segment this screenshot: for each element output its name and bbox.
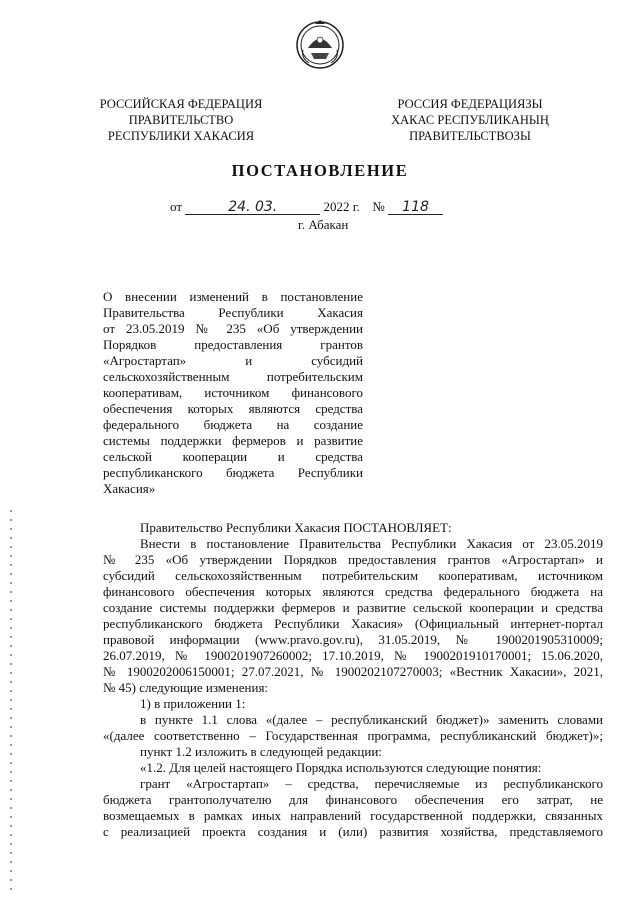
- subject-line: сельской кооперации и средства: [103, 449, 363, 464]
- body-line: субсидий сельскохозяйственным потребительским кооперативам, источником: [103, 568, 603, 583]
- subject-line: кооперативам, источником финансового: [103, 385, 363, 400]
- body-line: в пункте 1.1 слова «(далее – республиканский бюджет)» заменить словами: [140, 712, 603, 727]
- date-number-line: [170, 199, 443, 215]
- number-sign: №: [372, 199, 385, 214]
- header-left-block: [86, 96, 276, 144]
- body-line: пункт 1.2 изложить в следующей редакции:: [140, 744, 382, 759]
- body-line: 1) в приложении 1:: [140, 696, 246, 711]
- header-right-line: ХАКАС РЕСПУБЛИКАНЫҢ: [391, 113, 549, 127]
- body-line: Правительство Республики Хакасия ПОСТАНОВЛЯЕТ:: [140, 520, 452, 535]
- body-line: № 45) следующие изменения:: [103, 680, 269, 695]
- body-line: «(далее соответственно – Государственная программа, республиканский бюджет)»;: [103, 728, 603, 743]
- body-line: с реализацией проекта создания и (или) развития хозяйства, представляемого: [103, 824, 603, 839]
- subject-line: сельскохозяйственным потребительским: [103, 369, 363, 384]
- handwritten-number: 118: [388, 199, 443, 215]
- date-prefix: от: [170, 199, 183, 214]
- body-line: 26.07.2019, № 1900201907260002; 17.10.2019, № 1900201910170001; 15.06.2020,: [103, 648, 603, 663]
- subject-block: [103, 289, 363, 497]
- subject-line: обеспечения которых являются средства: [103, 401, 363, 416]
- header-right-block: [365, 96, 575, 144]
- subject-line: федерального бюджета на создание: [103, 417, 363, 432]
- body-line: создание системы поддержки фермеров и развитие сельской кооперации и средства: [103, 600, 603, 615]
- body-text: [103, 520, 603, 840]
- subject-line: О внесении изменений в постановление: [103, 289, 363, 304]
- body-line: финансового обеспечения которых являются средства федерального бюджета на: [103, 584, 603, 599]
- handwritten-date: 24. 03.: [185, 199, 320, 215]
- subject-line: Правительства Республики Хакасия: [103, 305, 363, 320]
- body-line: республиканского бюджета Республики Хакасия» (Официальный интернет-портал: [103, 616, 603, 631]
- header-left-line: ПРАВИТЕЛЬСТВО: [128, 113, 234, 127]
- subject-line: от 23.05.2019 № 235 «Об утверждении: [103, 321, 363, 336]
- subject-line: республиканского бюджета Республики: [103, 465, 363, 480]
- header-left-line: РОССИЙСКАЯ ФЕДЕРАЦИЯ: [99, 97, 263, 111]
- date-year: 2022 г.: [323, 199, 360, 214]
- header-right-line: РОССИЯ ФЕДЕРАЦИЯЗЫ: [397, 97, 543, 111]
- header-right-line: ПРАВИТЕЛЬСТВОЗЫ: [409, 129, 531, 143]
- body-line: Внести в постановление Правительства Республики Хакасия от 23.05.2019: [140, 536, 603, 551]
- body-line: возмещаемых в рамках иных направлений государственной поддержки, связанных: [103, 808, 603, 823]
- header-left-line: РЕСПУБЛИКИ ХАКАСИЯ: [107, 129, 255, 143]
- document-title: ПОСТАНОВЛЕНИЕ: [231, 161, 409, 180]
- coat-of-arms-emblem: [295, 18, 345, 70]
- body-line: грант «Агростартап» – средства, перечисляемые из республиканского: [140, 776, 603, 791]
- subject-line: Порядков предоставления грантов: [103, 337, 363, 352]
- scan-margin-mark: [10, 510, 12, 890]
- subject-line: Хакасия»: [103, 481, 156, 496]
- city-label: г. Абакан: [298, 217, 349, 232]
- body-line: «1.2. Для целей настоящего Порядка используются следующие понятия:: [140, 760, 542, 775]
- body-line: правовой информации (www.pravo.gov.ru), 31.05.2019, № 1900201905310009;: [103, 632, 603, 647]
- body-line: № 1900202006150001; 27.07.2021, № 1900202107270003; «Вестник Хакасии», 2021,: [103, 664, 603, 679]
- body-line: бюджета грантополучателю для финансового обеспечения его затрат, не: [103, 792, 603, 807]
- subject-line: «Агростартап» и субсидий: [103, 353, 363, 368]
- body-line: № 235 «Об утверждении Порядков предоставления грантов «Агростартап» и: [103, 552, 603, 567]
- subject-line: системы поддержки фермеров и развитие: [103, 433, 363, 448]
